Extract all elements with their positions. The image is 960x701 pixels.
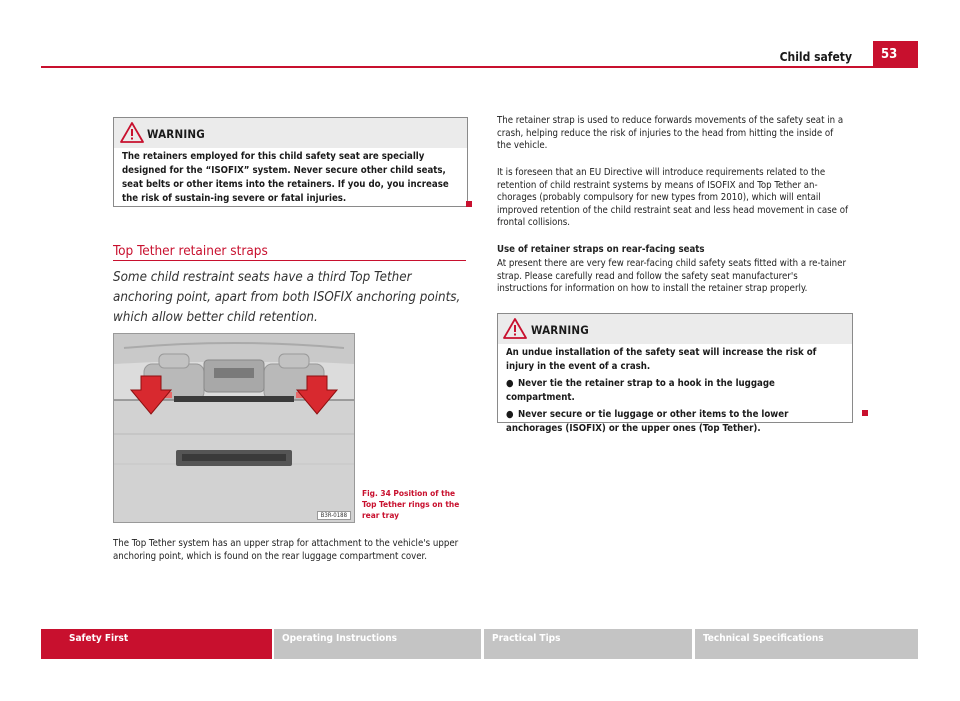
- warning-bullet: ● Never tie the retainer strap to a hook in the luggage compartment.: [506, 378, 775, 403]
- warning-header: [114, 118, 467, 148]
- footer-tab-technical-specifications[interactable]: Technical Specifications: [695, 629, 918, 659]
- section-rule: [113, 260, 466, 261]
- rear-tray-illustration: [114, 334, 354, 522]
- section-title: Top Tether retainer straps: [113, 243, 268, 259]
- warning-title: WARNING: [531, 323, 589, 337]
- right-paragraph-1: The retainer strap is used to reduce forwards movements of the safety seat in a crash, helping reduce the risk of injuries to the head from hitting the inside of the vehicle.: [497, 115, 844, 152]
- right-paragraph-2: It is foreseen that an EU Directive will introduce requirements related to the retention of child restraint systems by means of ISOFIX and Top Tether an-chorages (probably compulsory for new types from 2010), which will entail improved retention of the child restraint seat and less head movement in case of frontal collisions.: [497, 167, 849, 229]
- warning-box-right: [497, 313, 853, 434]
- page-number: 53: [873, 41, 918, 68]
- left-paragraph: The Top Tether system has an upper strap for attachment to the vehicle's upper anchoring point, which is found on the rear luggage compartment cover.: [113, 538, 459, 562]
- figure-rear-tray: [113, 333, 355, 523]
- warning-text: The retainers employed for this child safety seat are specially designed for the “ISOFIX” system. Never secure other child seats, seat belts or other items into the retainers. If you do, you increase the risk of sustain-ing severe or fatal injuries.: [122, 151, 449, 204]
- footer-tab-operating-instructions[interactable]: Operating Instructions: [274, 629, 481, 659]
- right-paragraph-3: At present there are very few rear-facing child safety seats fitted with a re-tainer strap. Please carefully read and follow the safety seat manufacturer's instructions for information on how to install the retainer strap properly.: [497, 258, 847, 295]
- running-header-title: Child safety: [779, 50, 852, 64]
- header-rule: [41, 66, 918, 68]
- bullet-icon: ●: [506, 409, 514, 420]
- figure-code: B3R-0188: [317, 511, 351, 520]
- warning-box-left: [113, 117, 468, 207]
- warning-triangle-icon: [503, 318, 527, 339]
- bullet-icon: ●: [506, 378, 514, 389]
- warning-title: WARNING: [147, 127, 205, 141]
- warning-bullet: ● Never secure or tie luggage or other items to the lower anchorages (ISOFIX) or the upper ones (Top Tether).: [506, 409, 789, 434]
- warning-intro: An undue installation of the safety seat will increase the risk of injury in the event of a crash.: [506, 347, 817, 372]
- end-marker: [466, 201, 472, 207]
- lead-paragraph: Some child restraint seats have a third Top Tether anchoring point, apart from both ISOFIX anchoring points, which allow better child retention.: [113, 270, 461, 325]
- warning-header: [498, 314, 852, 344]
- warning-triangle-icon: [120, 122, 144, 143]
- figure-caption: Fig. 34 Position of the Top Tether rings on the rear tray: [362, 488, 460, 520]
- footer-tab-safety-first[interactable]: Safety First: [41, 629, 272, 659]
- end-marker: [862, 410, 868, 416]
- right-subheading: Use of retainer straps on rear-facing seats: [497, 244, 705, 255]
- footer-tab-practical-tips[interactable]: Practical Tips: [484, 629, 692, 659]
